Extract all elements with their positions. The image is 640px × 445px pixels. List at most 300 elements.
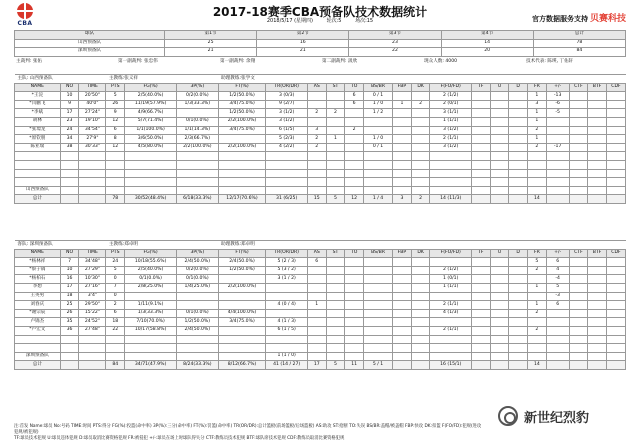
stat-cell xyxy=(430,352,472,361)
stat-cell xyxy=(345,335,364,344)
stat-cell: 3 (1/2) xyxy=(430,126,472,135)
stat-cell xyxy=(106,352,125,361)
player-row xyxy=(15,117,626,126)
stat-cell: 3/6(50.0%) xyxy=(125,135,177,144)
stat-cell xyxy=(411,169,430,178)
stat-cell xyxy=(509,301,528,310)
stat-cell xyxy=(411,143,430,152)
column-header: CDF xyxy=(606,249,625,258)
column-header: +/- xyxy=(546,83,569,92)
stat-cell xyxy=(490,344,509,353)
column-header: F(FO/FD) xyxy=(430,83,472,92)
stat-cell xyxy=(471,275,490,284)
wechat-channel-icon xyxy=(498,406,518,426)
stat-cell xyxy=(363,275,392,284)
stat-cell xyxy=(363,326,392,335)
stat-cell xyxy=(307,309,326,318)
stat-cell xyxy=(490,178,509,187)
column-header: FR xyxy=(528,83,547,92)
stat-cell xyxy=(411,292,430,301)
stat-cell xyxy=(588,178,607,187)
stat-cell xyxy=(546,352,569,361)
score-header: 球队 xyxy=(15,31,165,40)
stat-cell: 14 (11/3) xyxy=(430,195,472,204)
stat-cell: 4/5(80.0%) xyxy=(125,143,177,152)
stat-cell xyxy=(363,117,392,126)
stat-cell: 1/2(50.0%) xyxy=(218,109,266,118)
stat-cell: 40'0" xyxy=(79,100,106,109)
stat-cell xyxy=(363,292,392,301)
stat-cell xyxy=(363,186,392,195)
stat-cell: 胡林 xyxy=(15,117,61,126)
stat-cell: 总计 xyxy=(15,361,61,370)
stat-cell: 6 xyxy=(106,126,125,135)
stat-cell: 深圳预备队 xyxy=(15,352,61,361)
stat-cell xyxy=(393,160,412,169)
stat-cell: 15'22" xyxy=(79,309,106,318)
coach-row xyxy=(15,241,626,250)
stat-cell xyxy=(326,301,345,310)
stat-cell: 1 xyxy=(528,109,547,118)
stat-cell: 2/4(50.0%) xyxy=(177,258,219,267)
stat-cell: 24 xyxy=(60,126,79,135)
stat-cell xyxy=(546,135,569,144)
stat-cell xyxy=(345,344,364,353)
stat-cell xyxy=(490,186,509,195)
column-header: D xyxy=(509,83,528,92)
stat-cell xyxy=(606,143,625,152)
stat-cell xyxy=(125,160,177,169)
stat-cell: 16 (15/1) xyxy=(430,361,472,370)
column-header: PTS xyxy=(106,249,125,258)
stat-cell: *李斌 xyxy=(15,109,61,118)
stat-cell: 2/2(100.0%) xyxy=(218,283,266,292)
stat-cell xyxy=(569,292,588,301)
stat-cell: 6 xyxy=(546,301,569,310)
stat-cell: 2 xyxy=(307,135,326,144)
stat-cell xyxy=(471,344,490,353)
game-date: 2018/5/17 (星期四) xyxy=(266,18,313,24)
stat-cell: 0/1(0.0%) xyxy=(125,275,177,284)
stat-cell: 17 xyxy=(307,361,326,370)
stat-cell xyxy=(266,335,308,344)
stat-cell xyxy=(125,178,177,187)
stat-cell xyxy=(266,186,308,195)
stat-cell xyxy=(509,152,528,161)
stat-cell: 27'16" xyxy=(79,283,106,292)
stat-cell xyxy=(569,344,588,353)
stat-cell xyxy=(588,292,607,301)
stat-cell: 1/11(9.1%) xyxy=(125,301,177,310)
stat-cell xyxy=(411,266,430,275)
away-team-stats-table xyxy=(14,240,626,370)
stat-cell xyxy=(490,143,509,152)
column-header: AS xyxy=(307,83,326,92)
stat-cell: 9 xyxy=(106,109,125,118)
score-header: 第1节 xyxy=(165,31,257,40)
stat-cell xyxy=(569,126,588,135)
player-row xyxy=(15,292,626,301)
stat-cell xyxy=(588,335,607,344)
stat-cell xyxy=(546,117,569,126)
stat-cell xyxy=(588,258,607,267)
stat-cell xyxy=(411,135,430,144)
stat-cell: -17 xyxy=(546,143,569,152)
quarter-score-table xyxy=(14,30,626,57)
stat-cell xyxy=(606,178,625,187)
stat-cell xyxy=(363,160,392,169)
stat-cell xyxy=(569,178,588,187)
stat-cell xyxy=(471,152,490,161)
column-header: NO xyxy=(60,83,79,92)
stat-cell xyxy=(588,326,607,335)
stat-cell xyxy=(569,169,588,178)
stat-cell xyxy=(546,344,569,353)
stat-cell xyxy=(326,186,345,195)
score-cell: 深圳预备队 xyxy=(15,48,165,57)
stat-cell xyxy=(606,186,625,195)
stat-cell xyxy=(106,344,125,353)
stat-cell: 1 xyxy=(307,301,326,310)
stat-cell xyxy=(345,135,364,144)
stat-cell: 36 xyxy=(60,326,79,335)
score-cell: 23 xyxy=(349,39,441,48)
column-header: TF xyxy=(471,83,490,92)
stat-cell: *闫鹏飞 xyxy=(15,100,61,109)
stat-cell xyxy=(606,318,625,327)
stat-cell: *蔡子镐 xyxy=(15,266,61,275)
stat-cell: 5 xyxy=(528,258,547,267)
score-cell: 84 xyxy=(533,48,625,57)
player-row xyxy=(15,309,626,318)
stat-cell: 17 xyxy=(60,283,79,292)
stat-cell xyxy=(393,117,412,126)
stat-cell xyxy=(125,292,177,301)
stat-cell: -6 xyxy=(546,100,569,109)
stat-cell: 22 xyxy=(106,326,125,335)
stat-cell: 2 xyxy=(411,195,430,204)
stat-cell xyxy=(106,335,125,344)
stat-cell xyxy=(588,143,607,152)
stat-cell: 7 xyxy=(106,283,125,292)
stat-cell xyxy=(588,318,607,327)
stat-cell: 1/1(100.0%) xyxy=(125,126,177,135)
stat-cell xyxy=(345,258,364,267)
score-header: 第3节 xyxy=(349,31,441,40)
stat-cell xyxy=(546,318,569,327)
stat-cell: 2/3(66.7%) xyxy=(177,135,219,144)
column-header: CTF xyxy=(569,83,588,92)
stat-cell xyxy=(569,152,588,161)
stat-cell xyxy=(266,178,308,187)
stat-cell xyxy=(509,186,528,195)
stat-cell xyxy=(307,100,326,109)
stat-cell xyxy=(588,186,607,195)
stat-cell xyxy=(471,352,490,361)
stat-cell: 5 xyxy=(106,266,125,275)
stat-cell xyxy=(15,178,61,187)
stat-cell: 2 (1/2) xyxy=(430,266,472,275)
player-row xyxy=(15,100,626,109)
stat-cell: 41 (14 / 27) xyxy=(266,361,308,370)
stat-cell: 2/5(40.0%) xyxy=(125,92,177,101)
stat-cell xyxy=(60,160,79,169)
stat-cell xyxy=(471,309,490,318)
score-cell: 25 xyxy=(165,39,257,48)
stat-cell xyxy=(345,309,364,318)
stat-cell xyxy=(266,309,308,318)
column-header: FT(%) xyxy=(218,249,266,258)
stat-cell: 1 / 2 xyxy=(363,109,392,118)
stat-cell xyxy=(393,326,412,335)
stat-cell xyxy=(363,283,392,292)
stat-cell: 1/4(25.0%) xyxy=(177,283,219,292)
stat-cell xyxy=(430,292,472,301)
stat-cell xyxy=(471,266,490,275)
stat-cell: 7 xyxy=(60,258,79,267)
stat-cell xyxy=(430,335,472,344)
stat-cell xyxy=(393,178,412,187)
stat-cell xyxy=(509,352,528,361)
stat-cell xyxy=(177,169,219,178)
stat-cell xyxy=(471,361,490,370)
score-cell: 21 xyxy=(257,48,349,57)
stat-cell xyxy=(606,301,625,310)
stat-cell xyxy=(60,195,79,204)
stat-cell xyxy=(588,344,607,353)
stat-cell xyxy=(490,109,509,118)
stat-cell xyxy=(490,258,509,267)
stat-cell xyxy=(60,335,79,344)
column-header: ST xyxy=(326,83,345,92)
stat-cell xyxy=(363,335,392,344)
player-row xyxy=(15,301,626,310)
stat-cell xyxy=(393,109,412,118)
stat-cell: *杨柏石 xyxy=(15,275,61,284)
player-row xyxy=(15,283,626,292)
stat-cell: 1 xyxy=(528,117,547,126)
stat-cell xyxy=(177,335,219,344)
coach-info: 主队: 山西预备队 xyxy=(15,75,106,84)
stat-cell xyxy=(569,275,588,284)
stat-cell: 17 xyxy=(60,109,79,118)
stat-cell: 23 xyxy=(60,117,79,126)
coach-info: 助理教练:郑卓明 xyxy=(218,241,625,250)
stat-cell xyxy=(509,326,528,335)
stat-cell xyxy=(471,178,490,187)
player-row xyxy=(15,258,626,267)
score-cell: 22 xyxy=(349,48,441,57)
stat-cell: 78 xyxy=(106,195,125,204)
stat-cell xyxy=(266,160,308,169)
stat-cell xyxy=(60,169,79,178)
stat-cell xyxy=(569,318,588,327)
stat-cell xyxy=(606,169,625,178)
stat-cell xyxy=(79,195,106,204)
stat-cell: *原钦朋 xyxy=(15,135,61,144)
stat-cell xyxy=(393,335,412,344)
stat-cell xyxy=(490,318,509,327)
stat-cell xyxy=(606,283,625,292)
stat-cell xyxy=(569,266,588,275)
stat-cell xyxy=(326,352,345,361)
stat-cell xyxy=(569,117,588,126)
stat-cell xyxy=(307,117,326,126)
stat-cell xyxy=(266,283,308,292)
stat-cell xyxy=(528,186,547,195)
stat-cell xyxy=(326,178,345,187)
stat-cell xyxy=(569,143,588,152)
stat-cell xyxy=(326,160,345,169)
stat-cell: 4 (0 / 4) xyxy=(266,301,308,310)
stat-cell xyxy=(546,335,569,344)
official-info: 主裁判: 张佑 xyxy=(16,58,42,64)
stat-cell: 5/7(71.4%) xyxy=(125,117,177,126)
stat-cell xyxy=(588,92,607,101)
stat-cell: 26 xyxy=(60,309,79,318)
legend-line: TF:球员技术犯规 U:球员违体犯规 D:球员取消比赛资格犯规 FR:被侵犯 +/-:球员在场上时球队得失分 CTF:教练员技术犯规 BTF:球队席技术犯规 CDF:教练员取消比赛资格犯规 xyxy=(14,436,345,441)
stat-cell: 4/9(66.7%) xyxy=(125,109,177,118)
empty-row xyxy=(15,178,626,187)
player-row xyxy=(15,275,626,284)
stat-cell: 2 xyxy=(411,100,430,109)
stat-cell: 3/4(75.0%) xyxy=(218,318,266,327)
stat-cell: 8/12(66.7%) xyxy=(218,361,266,370)
stat-cell xyxy=(509,92,528,101)
stat-cell: 29'50" xyxy=(79,301,106,310)
column-header: TO xyxy=(345,83,364,92)
column-header: 3P(%) xyxy=(177,249,219,258)
stat-cell: 6 xyxy=(345,100,364,109)
stat-cell xyxy=(393,135,412,144)
stat-cell xyxy=(546,178,569,187)
page-title: 2017-18赛季CBA预备队技术数据统计 xyxy=(212,5,428,19)
stat-cell xyxy=(509,169,528,178)
legend-footnote xyxy=(14,424,484,442)
stat-cell: 5 xyxy=(326,195,345,204)
score-cell: 山西预备队 xyxy=(15,39,165,48)
stat-cell: 27'48" xyxy=(79,326,106,335)
stat-cell xyxy=(125,335,177,344)
stat-cell xyxy=(218,352,266,361)
stat-cell: 1/3(33.3%) xyxy=(125,309,177,318)
stat-cell xyxy=(307,266,326,275)
official-info: 技术代表: 陈瑛, 丁佑轩 xyxy=(526,58,574,64)
stat-cell xyxy=(569,92,588,101)
stat-cell xyxy=(588,195,607,204)
stat-cell xyxy=(569,135,588,144)
stat-cell xyxy=(606,126,625,135)
stat-cell xyxy=(411,352,430,361)
stat-cell xyxy=(411,275,430,284)
stat-cell xyxy=(363,126,392,135)
stat-cell xyxy=(307,169,326,178)
stat-cell: 5 (3 / 2) xyxy=(266,266,308,275)
column-header: FBP xyxy=(393,249,412,258)
stat-cell xyxy=(106,186,125,195)
stat-cell: 5 (2 / 3) xyxy=(266,258,308,267)
column-header: BTF xyxy=(588,83,607,92)
stat-cell xyxy=(528,169,547,178)
stat-cell: 1 xyxy=(528,135,547,144)
stat-cell: 李想 xyxy=(15,283,61,292)
stat-cell xyxy=(177,178,219,187)
stat-cell xyxy=(345,152,364,161)
stat-cell: 2 (0/1) xyxy=(430,100,472,109)
stat-cell xyxy=(60,352,79,361)
stat-cell xyxy=(411,92,430,101)
stat-cell xyxy=(588,275,607,284)
stat-cell xyxy=(546,195,569,204)
stat-cell: 4 (1 / 3) xyxy=(266,318,308,327)
stat-cell xyxy=(79,178,106,187)
stat-cell xyxy=(125,152,177,161)
stat-cell xyxy=(490,309,509,318)
stat-cell xyxy=(326,169,345,178)
stat-cell xyxy=(471,160,490,169)
stat-cell: -13 xyxy=(546,92,569,101)
stat-cell xyxy=(471,109,490,118)
stat-cell xyxy=(411,126,430,135)
stat-cell: 10'30" xyxy=(79,275,106,284)
stat-cell xyxy=(528,318,547,327)
stat-cell: 2/8(25.0%) xyxy=(125,283,177,292)
stat-cell: 2 (1/2) xyxy=(430,92,472,101)
stat-cell xyxy=(326,318,345,327)
column-header: PTS xyxy=(106,83,125,92)
stat-cell xyxy=(177,292,219,301)
stat-cell xyxy=(79,352,106,361)
stat-cell: 0 / 1 xyxy=(363,92,392,101)
stat-cell: 0/1(0.0%) xyxy=(177,117,219,126)
stat-cell: 4 (1/3) xyxy=(430,309,472,318)
column-header: FR xyxy=(528,249,547,258)
stat-cell xyxy=(546,361,569,370)
stat-cell xyxy=(326,292,345,301)
stat-cell xyxy=(363,152,392,161)
stat-cell xyxy=(430,160,472,169)
stat-cell: 1/2(50.0%) xyxy=(218,266,266,275)
empty-row xyxy=(15,169,626,178)
stat-cell xyxy=(15,335,61,344)
stat-cell xyxy=(307,283,326,292)
stat-cell xyxy=(490,160,509,169)
stat-cell xyxy=(218,344,266,353)
stat-cell: 2 (1/1) xyxy=(430,301,472,310)
stat-cell xyxy=(345,160,364,169)
stat-cell: 3 (1/1) xyxy=(430,109,472,118)
score-cell: 78 xyxy=(533,39,625,48)
column-header: CDF xyxy=(606,83,625,92)
sponsor xyxy=(532,11,626,24)
stat-cell: 2 xyxy=(528,143,547,152)
stat-cell: 1 (1 / 0) xyxy=(266,352,308,361)
column-header: AS xyxy=(307,249,326,258)
stat-cell xyxy=(509,143,528,152)
stat-cell xyxy=(393,186,412,195)
stat-cell: 3 (1/2) xyxy=(266,117,308,126)
stat-cell xyxy=(393,92,412,101)
stat-cell: 2/2(100.0%) xyxy=(218,143,266,152)
column-header: TR(OR/DR) xyxy=(266,83,308,92)
stat-cell: 王英男 xyxy=(15,292,61,301)
stat-cell xyxy=(528,178,547,187)
stat-cell: -4 xyxy=(546,275,569,284)
stat-cell xyxy=(177,344,219,353)
stat-cell: 15 xyxy=(307,195,326,204)
official-info: 现众人数: 4000 xyxy=(424,58,458,64)
stat-cell xyxy=(606,92,625,101)
